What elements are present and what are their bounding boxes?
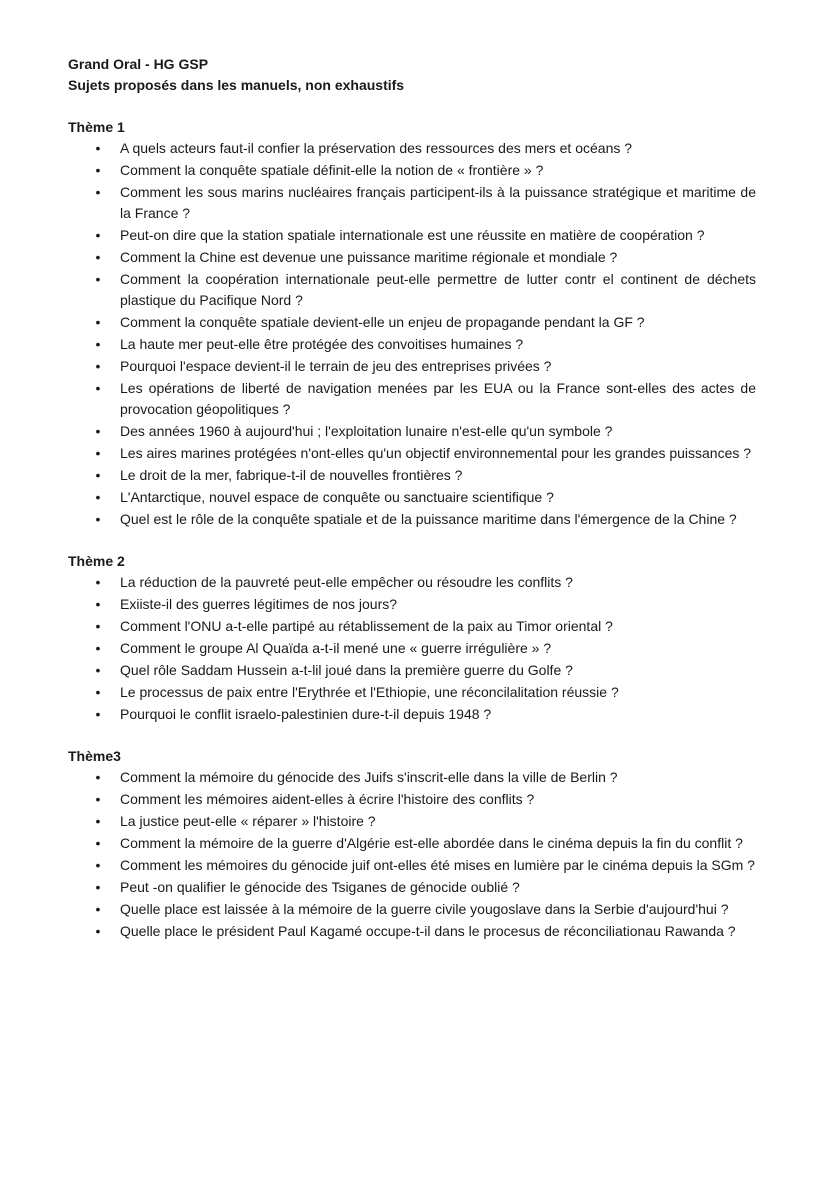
- topic-item: [68, 138, 756, 159]
- bullet-icon: •: [95, 791, 101, 807]
- bullet-icon: •: [95, 423, 101, 439]
- bullet-icon: •: [95, 618, 101, 634]
- topic-item: [68, 899, 756, 920]
- bullet-icon: •: [95, 249, 101, 265]
- bullet-icon: •: [95, 511, 101, 527]
- topic-item: [68, 465, 756, 486]
- topic-text: A quels acteurs faut-il confier la préservation des ressources des mers et océans ?: [120, 140, 633, 156]
- topic-text: Les aires marines protégées n'ont-elles qu'un objectif environnemental pour les grandes puissances ?: [120, 445, 752, 461]
- topic-text: Exiiste-il des guerres légitimes de nos jours?: [120, 596, 398, 612]
- topic-item: [68, 855, 756, 876]
- bullet-icon: •: [95, 140, 101, 156]
- topic-text: Comment la conquête spatiale définit-elle la notion de « frontière » ?: [120, 162, 544, 178]
- topic-text: La réduction de la pauvreté peut-elle empêcher ou résoudre les conflits ?: [120, 574, 573, 590]
- topic-item: [68, 638, 756, 659]
- bullet-icon: •: [95, 271, 101, 287]
- bullet-icon: •: [95, 706, 101, 722]
- topic-text: Peut -on qualifier le génocide des Tsiganes de génocide oublié ?: [120, 879, 520, 895]
- topic-item: [68, 225, 756, 246]
- bullet-icon: •: [95, 489, 101, 505]
- bullet-icon: •: [95, 467, 101, 483]
- topic-text: Quel est le rôle de la conquête spatiale et de la puissance maritime dans l'émergence de la Chine ?: [120, 511, 737, 527]
- topic-text: Quelle place le président Paul Kagamé occupe-t-il dans le procesus de réconciliationau Rawanda ?: [120, 923, 736, 939]
- topic-text: Quelle place est laissée à la mémoire de la guerre civile yougoslave dans la Serbie d'aujourd'hui ?: [120, 901, 729, 917]
- topic-item: [68, 921, 756, 942]
- topic-text: Comment la mémoire de la guerre d'Algérie est-elle abordée dans le cinéma depuis la fin du conflit ?: [120, 835, 743, 851]
- bullet-icon: •: [95, 640, 101, 656]
- topic-text: Le droit de la mer, fabrique-t-il de nouvelles frontières ?: [120, 467, 463, 483]
- bullet-icon: •: [95, 901, 101, 917]
- topic-item: [68, 660, 756, 681]
- bullet-icon: •: [95, 184, 101, 200]
- topic-item: [68, 421, 756, 442]
- topic-item: [68, 704, 756, 725]
- bullet-icon: •: [95, 162, 101, 178]
- bullet-icon: •: [95, 662, 101, 678]
- bullet-icon: •: [95, 923, 101, 939]
- topic-text: Des années 1960 à aujourd'hui ; l'exploitation lunaire n'est-elle qu'un symbole ?: [120, 423, 613, 439]
- bullet-icon: •: [95, 358, 101, 374]
- topic-item: [68, 767, 756, 788]
- topic-text: Comment les sous marins nucléaires français participent-ils à la puissance stratégique et maritime de la France ?: [120, 184, 756, 221]
- topic-item: [68, 160, 756, 181]
- topic-item: [68, 269, 756, 311]
- topic-text: Comment la mémoire du génocide des Juifs s'inscrit-elle dans la ville de Berlin ?: [120, 769, 618, 785]
- topic-text: Comment les mémoires du génocide juif ont-elles été mises en lumière par le cinéma depuis la SGm ?: [120, 857, 755, 873]
- topic-item: [68, 616, 756, 637]
- topic-list: [68, 767, 756, 942]
- topic-text: Quel rôle Saddam Hussein a-t-lil joué dans la première guerre du Golfe ?: [120, 662, 573, 678]
- theme-section: [68, 117, 756, 530]
- topic-text: Comment la Chine est devenue une puissance maritime régionale et mondiale ?: [120, 249, 618, 265]
- document-title: Grand Oral - HG GSP: [68, 56, 209, 72]
- topic-item: [68, 312, 756, 333]
- bullet-icon: •: [95, 380, 101, 396]
- topic-item: [68, 182, 756, 224]
- bullet-icon: •: [95, 857, 101, 873]
- document-subtitle: Sujets proposés dans les manuels, non exhaustifs: [68, 77, 405, 93]
- bullet-icon: •: [95, 314, 101, 330]
- topic-text: La justice peut-elle « réparer » l'histoire ?: [120, 813, 376, 829]
- topic-text: La haute mer peut-elle être protégée des convoitises humaines ?: [120, 336, 524, 352]
- topic-text: Comment les mémoires aident-elles à écrire l'histoire des conflits ?: [120, 791, 535, 807]
- bullet-icon: •: [95, 684, 101, 700]
- topic-list: [68, 138, 756, 530]
- topic-text: Peut-on dire que la station spatiale internationale est une réussite en matière de coopération ?: [120, 227, 705, 243]
- topic-list: [68, 572, 756, 725]
- theme-section: [68, 551, 756, 725]
- topic-text: Le processus de paix entre l'Erythrée et l'Ethiopie, une réconcilalitation réussie ?: [120, 684, 619, 700]
- topic-item: [68, 487, 756, 508]
- bullet-icon: •: [95, 336, 101, 352]
- bullet-icon: •: [95, 574, 101, 590]
- topic-item: [68, 509, 756, 530]
- topic-text: Pourquoi le conflit israelo-palestinien dure-t-il depuis 1948 ?: [120, 706, 492, 722]
- bullet-icon: •: [95, 227, 101, 243]
- topic-item: [68, 378, 756, 420]
- bullet-icon: •: [95, 445, 101, 461]
- topic-item: [68, 247, 756, 268]
- bullet-icon: •: [95, 769, 101, 785]
- theme-title: Thème 2: [68, 553, 125, 569]
- topic-item: [68, 682, 756, 703]
- topic-item: [68, 572, 756, 593]
- topic-text: Comment l'ONU a-t-elle partipé au rétablissement de la paix au Timor oriental ?: [120, 618, 613, 634]
- document-page: [68, 54, 756, 943]
- topic-text: Comment le groupe Al Quaïda a-t-il mené une « guerre irrégulière » ?: [120, 640, 552, 656]
- topic-item: [68, 877, 756, 898]
- topic-text: Comment la conquête spatiale devient-elle un enjeu de propagande pendant la GF ?: [120, 314, 645, 330]
- topic-item: [68, 833, 756, 854]
- bullet-icon: •: [95, 835, 101, 851]
- topic-text: Comment la coopération internationale peut-elle permettre de lutter contr el continent de déchets plastique du Pacifique Nord ?: [120, 271, 756, 308]
- sections-container: [68, 117, 756, 942]
- topic-item: [68, 594, 756, 615]
- topic-text: Pourquoi l'espace devient-il le terrain de jeu des entreprises privées ?: [120, 358, 552, 374]
- topic-item: [68, 789, 756, 810]
- topic-item: [68, 334, 756, 355]
- bullet-icon: •: [95, 596, 101, 612]
- bullet-icon: •: [95, 813, 101, 829]
- bullet-icon: •: [95, 879, 101, 895]
- theme-title: Thème 1: [68, 119, 125, 135]
- topic-item: [68, 356, 756, 377]
- topic-text: L'Antarctique, nouvel espace de conquête ou sanctuaire scientifique ?: [120, 489, 554, 505]
- topic-item: [68, 443, 756, 464]
- topic-item: [68, 811, 756, 832]
- theme-title: Thème3: [68, 748, 121, 764]
- topic-text: Les opérations de liberté de navigation menées par les EUA ou la France sont-elles des actes de provocation géopolitiques ?: [120, 380, 756, 417]
- theme-section: [68, 746, 756, 942]
